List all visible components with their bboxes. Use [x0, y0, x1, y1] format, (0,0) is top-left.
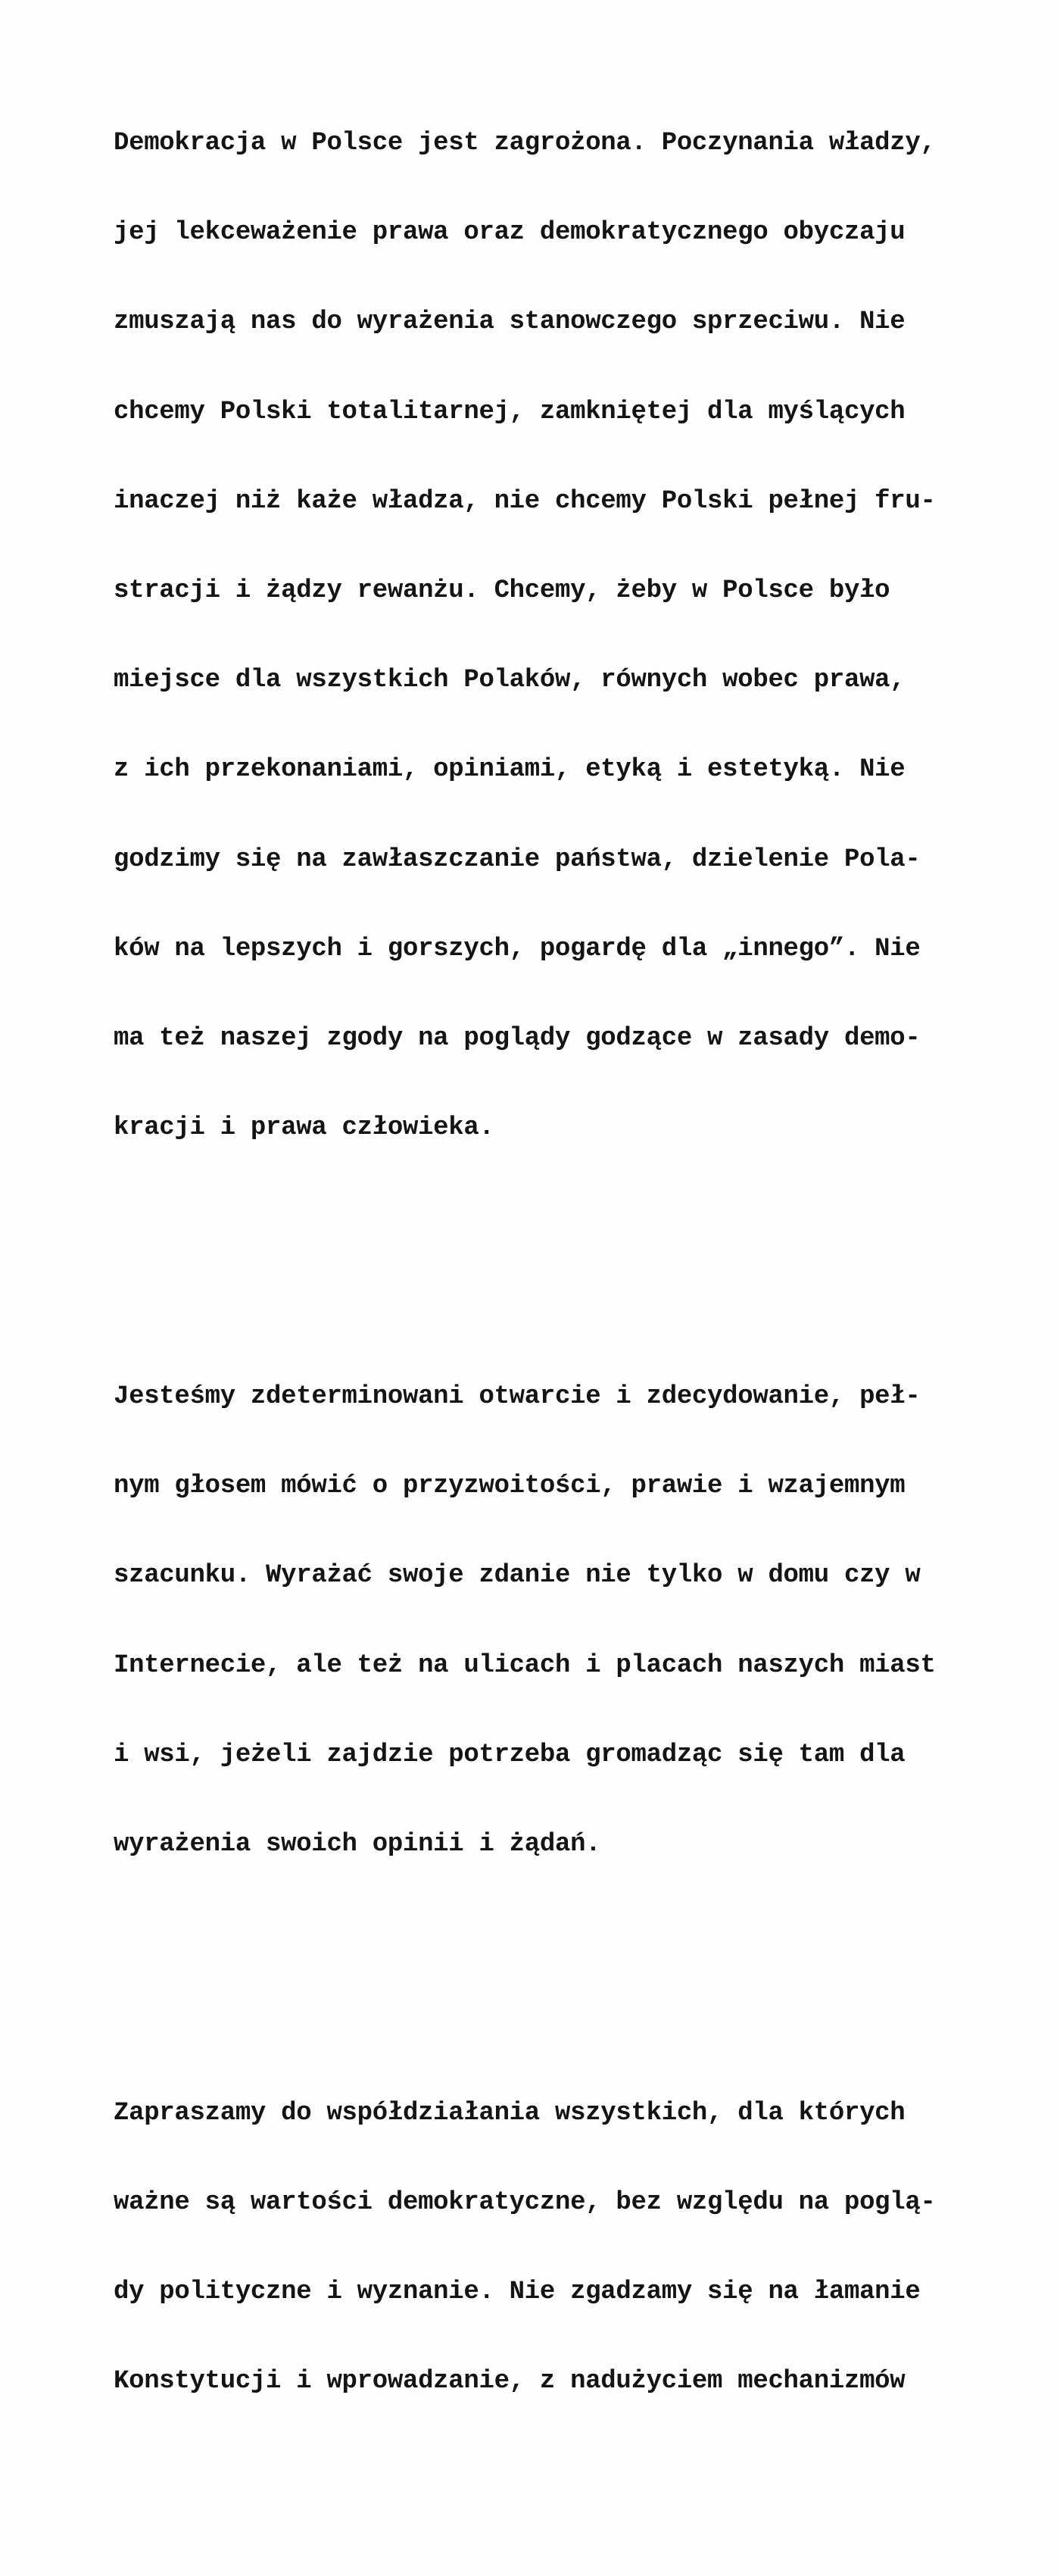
text-line: Internecie, ale też na ulicach i placach naszych miast	[114, 1650, 936, 1680]
text-line: godzimy się na zawłaszczanie państwa, dzielenie Pola-	[114, 845, 921, 874]
text-line-clipped-bottom: Konstytucji i wprowadzanie, z nadużyciem mechanizmów	[114, 2367, 906, 2396]
text-line-clipped-top: Demokracja w Polsce jest zagrożona. Poczynania władzy,	[114, 129, 936, 158]
text-line: kracji i prawa człowieka.	[114, 1113, 494, 1143]
text-line: szacunku. Wyrażać swoje zdanie nie tylko w domu czy w	[114, 1561, 921, 1591]
text-line: ważne są wartości demokratyczne, bez względu na poglą-	[114, 2187, 936, 2217]
text-line: dy polityczne i wyznanie. Nie zgadzamy się na łamanie	[114, 2277, 921, 2306]
text-line: stracji i żądzy rewanżu. Chcemy, żeby w Polsce było	[114, 576, 890, 606]
text-line: Jesteśmy zdeterminowani otwarcie i zdecydowanie, peł-	[114, 1382, 921, 1411]
paragraph-2	[114, 1322, 954, 1919]
text-line: ma też naszej zgody na poglądy godzące w zasady demo-	[114, 1024, 921, 1054]
text-line: z ich przekonaniami, opiniami, etyką i estetyką. Nie	[114, 755, 906, 785]
document-text-block	[114, 0, 954, 2576]
text-line: Zapraszamy do współdziałania wszystkich, dla których	[114, 2098, 906, 2128]
text-line: inaczej niż każe władza, nie chcemy Polski pełnej fru-	[114, 486, 936, 516]
text-line: nym głosem mówić o przyzwoitości, prawie i wzajemnym	[114, 1472, 906, 1501]
text-line: miejsce dla wszystkich Polaków, równych wobec prawa,	[114, 666, 906, 695]
text-line: ków na lepszych i gorszych, pogardę dla „innego”. Nie	[114, 934, 921, 963]
text-line: jej lekceważenie prawa oraz demokratycznego obyczaju	[114, 218, 906, 248]
text-line: wyrażenia swoich opinii i żądań.	[114, 1829, 601, 1859]
text-line: zmuszają nas do wyrażenia stanowczego sprzeciwu. Nie	[114, 308, 906, 337]
text-line: chcemy Polski totalitarnej, zamkniętej dla myślących	[114, 397, 906, 426]
paragraph-1	[114, 69, 954, 1203]
text-line: i wsi, jeżeli zajdzie potrzeba gromadząc się tam dla	[114, 1740, 906, 1769]
paragraph-3	[114, 2039, 954, 2457]
